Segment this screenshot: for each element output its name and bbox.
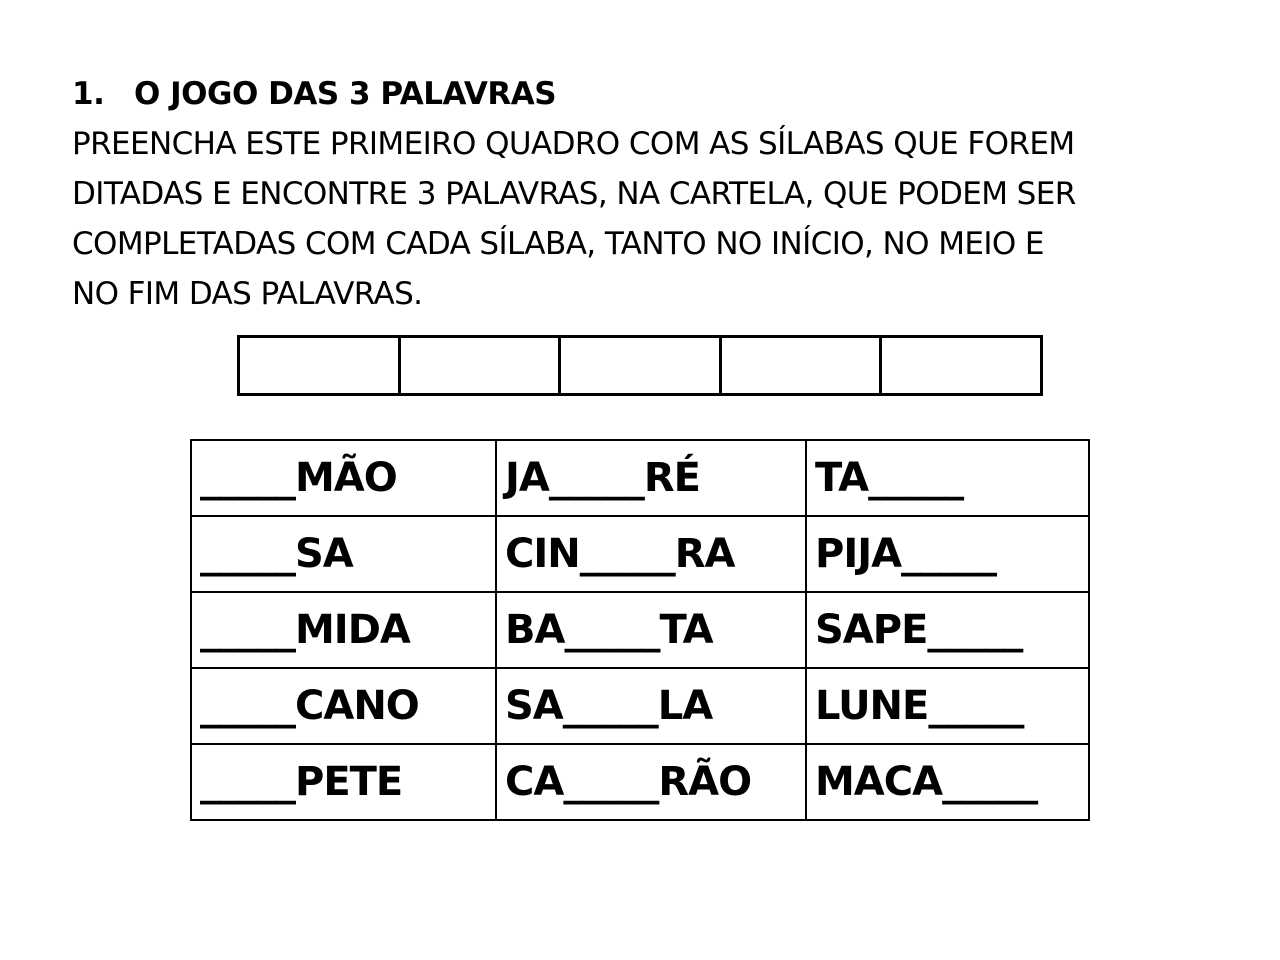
word-cell: LUNE_____ bbox=[806, 668, 1089, 744]
word-cell: TA_____ bbox=[806, 440, 1089, 516]
word-cell: SA_____LA bbox=[496, 668, 806, 744]
table-row bbox=[191, 440, 1089, 516]
table-row bbox=[191, 592, 1089, 668]
syllable-box-3[interactable] bbox=[561, 338, 722, 393]
syllable-box-2[interactable] bbox=[401, 338, 562, 393]
word-cell: _____CANO bbox=[191, 668, 496, 744]
word-cell: PIJA_____ bbox=[806, 516, 1089, 592]
instruction-line: NO FIM DAS PALAVRAS. bbox=[72, 276, 423, 312]
instruction-line: COMPLETADAS COM CADA SÍLABA, TANTO NO INÍCIO, NO MEIO E bbox=[72, 226, 1044, 262]
instruction-line: PREENCHA ESTE PRIMEIRO QUADRO COM AS SÍLABAS QUE FOREM bbox=[72, 126, 1075, 162]
syllable-box-4[interactable] bbox=[722, 338, 883, 393]
syllable-answer-boxes bbox=[237, 335, 1043, 396]
word-cell: BA_____TA bbox=[496, 592, 806, 668]
table-row bbox=[191, 668, 1089, 744]
word-completion-table bbox=[190, 439, 1090, 821]
table-row bbox=[191, 516, 1089, 592]
instruction-line: DITADAS E ENCONTRE 3 PALAVRAS, NA CARTELA, QUE PODEM SER bbox=[72, 176, 1076, 212]
word-cell: _____MÃO bbox=[191, 440, 496, 516]
exercise-number: 1. bbox=[72, 76, 105, 112]
exercise-instructions bbox=[72, 119, 1222, 319]
word-cell: JA_____RÉ bbox=[496, 440, 806, 516]
word-cell: _____MIDA bbox=[191, 592, 496, 668]
word-cell: MACA_____ bbox=[806, 744, 1089, 820]
word-cell: _____SA bbox=[191, 516, 496, 592]
word-cell: SAPE_____ bbox=[806, 592, 1089, 668]
syllable-box-5[interactable] bbox=[882, 338, 1040, 393]
word-cell: CIN_____RA bbox=[496, 516, 806, 592]
table-row bbox=[191, 744, 1089, 820]
exercise-heading bbox=[72, 74, 556, 114]
word-cell: _____PETE bbox=[191, 744, 496, 820]
word-cell: CA_____RÃO bbox=[496, 744, 806, 820]
syllable-box-1[interactable] bbox=[240, 338, 401, 393]
exercise-title: O JOGO DAS 3 PALAVRAS bbox=[134, 76, 557, 112]
